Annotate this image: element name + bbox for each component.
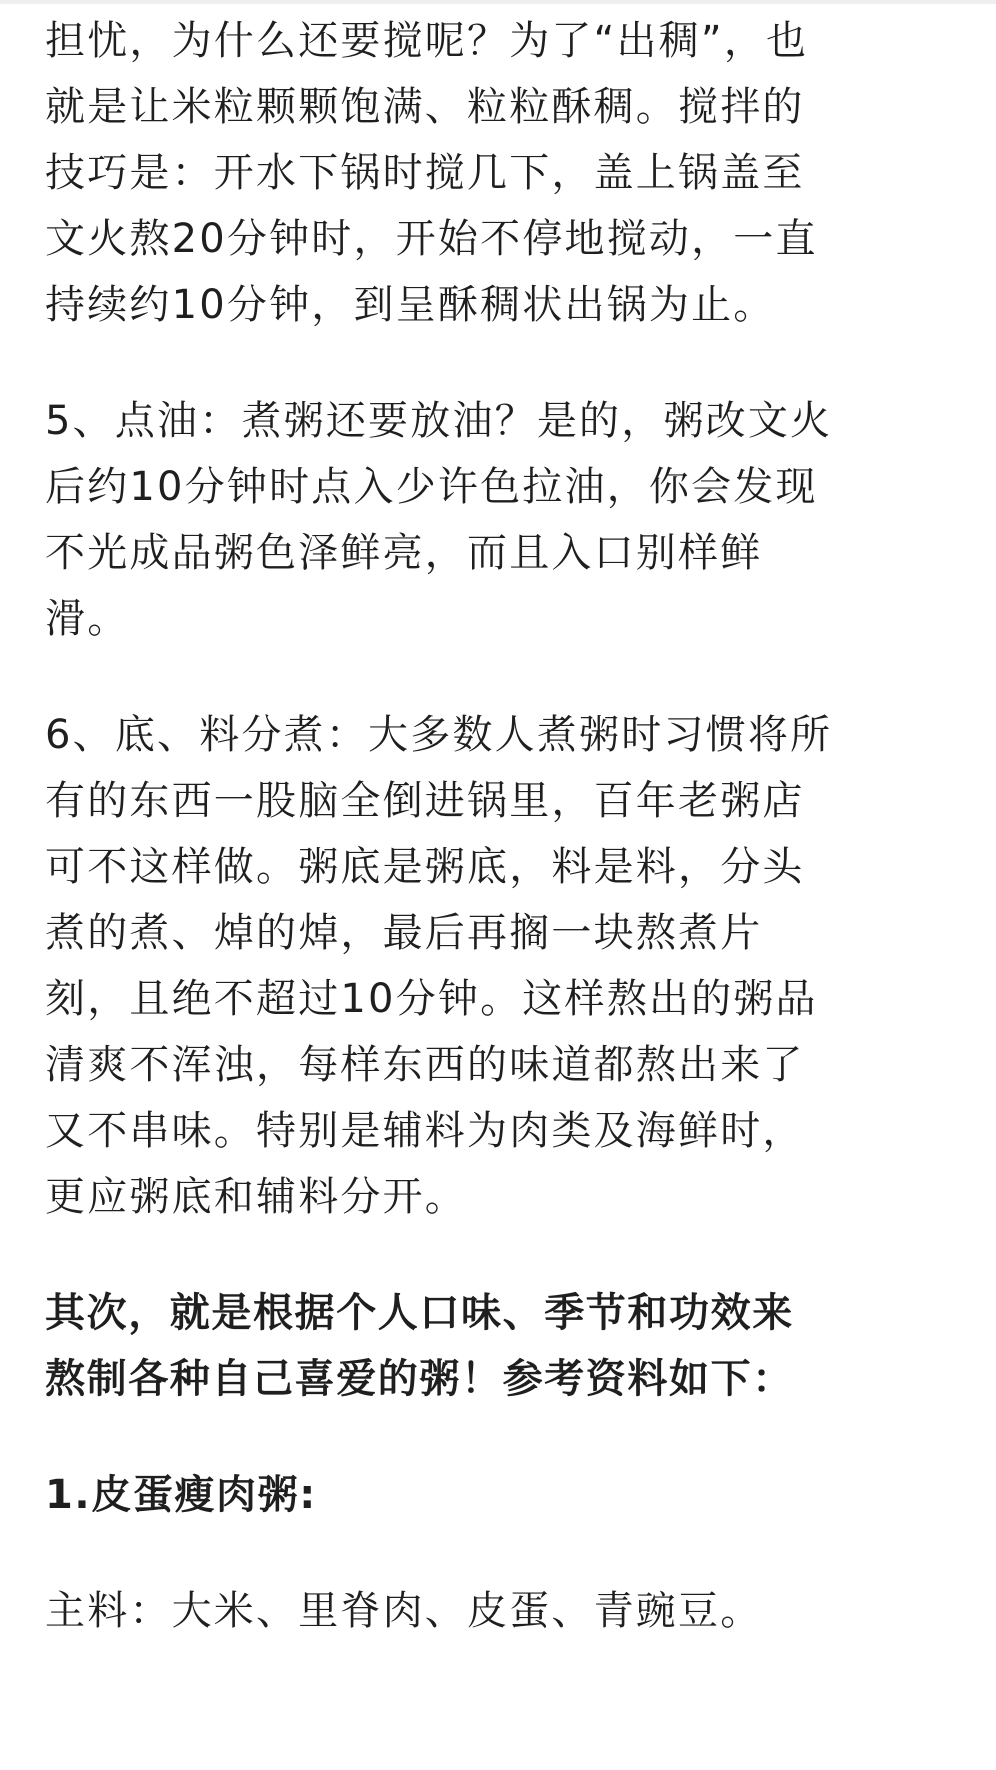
text-line: 就是让米粒颗颗饱满、粒粒酥稠。搅拌的	[45, 84, 805, 130]
article-body[interactable]	[45, 8, 955, 1644]
text-line: 不光成品粥色泽鲜亮，而且入口别样鲜	[45, 530, 763, 576]
text-line: 担忧，为什么还要搅呢？为了“出稠”，也	[45, 18, 809, 64]
text-line: 持续约10分钟，到呈酥稠状出锅为止。	[45, 282, 776, 328]
text-line: 后约10分钟时点入少许色拉油，你会发现	[45, 464, 818, 510]
text-line: 技巧是：开水下锅时搅几下，盖上锅盖至	[45, 150, 805, 196]
paragraph-step-5-add-oil	[45, 388, 955, 652]
text-line: 主料：大米、里脊肉、皮蛋、青豌豆。	[45, 1588, 763, 1634]
text-line: 5、点油：煮粥还要放油？是的，粥改文火	[45, 398, 833, 444]
text-line: 其次，就是根据个人口味、季节和功效来	[45, 1290, 794, 1336]
text-line: 有的东西一股脑全倒进锅里，百年老粥店	[45, 778, 805, 824]
text-line: 可不这样做。粥底是粥底，料是料，分头	[45, 844, 805, 890]
text-line: 6、底、料分煮：大多数人煮粥时习惯将所	[45, 712, 833, 758]
text-line: 又不串味。特别是辅料为肉类及海鲜时，	[45, 1108, 805, 1154]
text-line: 刻，且绝不超过10分钟。这样熬出的粥品	[45, 976, 818, 1022]
text-line: 文火熬20分钟时，开始不停地搅动，一直	[45, 216, 818, 262]
text-line: 1.皮蛋瘦肉粥:	[45, 1472, 317, 1518]
text-line: 更应粥底和辅料分开。	[45, 1174, 467, 1220]
text-line: 煮的煮、焯的焯，最后再搁一块熬煮片	[45, 910, 763, 956]
paragraph-stirring-tip	[45, 8, 955, 338]
paragraph-step-6-separate-cooking	[45, 702, 955, 1230]
text-line: 熬制各种自己喜爱的粥！参考资料如下：	[45, 1356, 794, 1402]
text-line: 清爽不浑浊，每样东西的味道都熬出来了	[45, 1042, 805, 1088]
paragraph-main-ingredients	[45, 1578, 955, 1644]
paragraph-flavor-intro	[45, 1280, 955, 1412]
top-edge-divider	[0, 0, 996, 4]
recipe-heading	[45, 1462, 955, 1528]
text-line: 滑。	[45, 596, 130, 642]
